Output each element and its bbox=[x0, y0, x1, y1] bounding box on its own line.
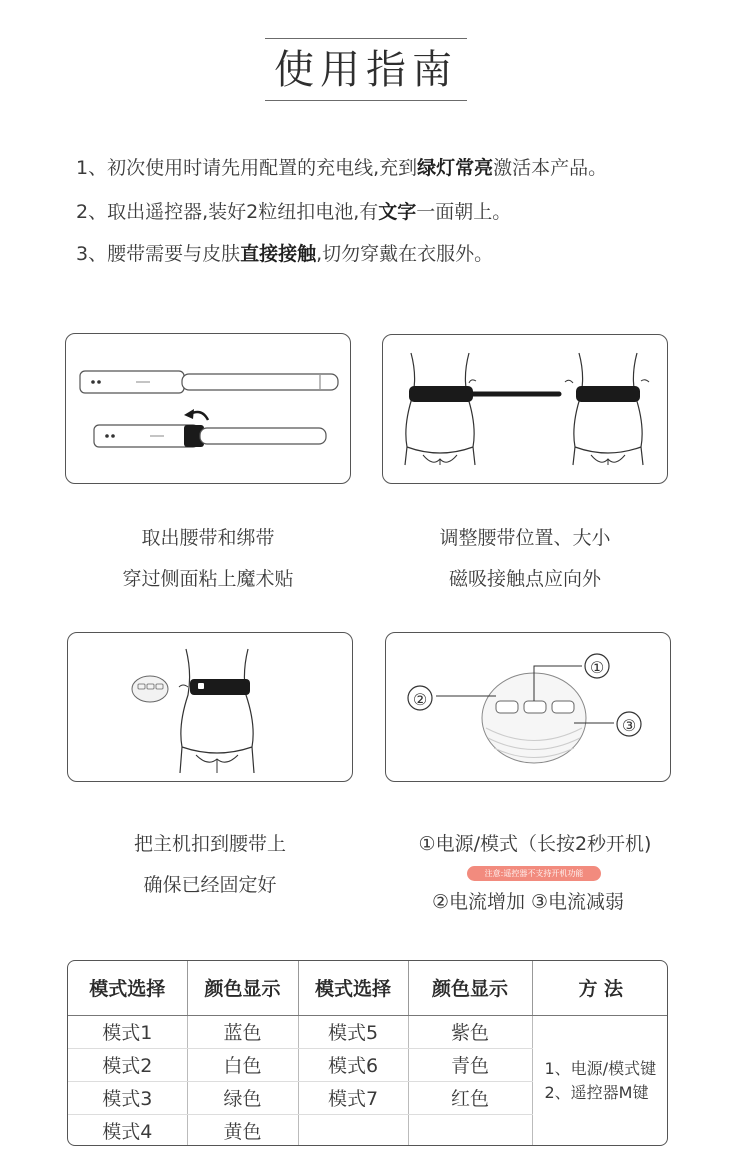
instruction-2-tail: 一面朝上。 bbox=[416, 201, 512, 223]
table-cell bbox=[298, 1114, 408, 1146]
callout-1: ① bbox=[589, 658, 605, 677]
step-1-caption-line-2: 穿过侧面粘上魔术贴 bbox=[122, 568, 294, 590]
step-3-illustration bbox=[67, 632, 353, 782]
callout-2: ② bbox=[412, 690, 428, 709]
table-cell: 模式7 bbox=[298, 1081, 408, 1114]
method-line-2: 2、遥控器M键 bbox=[544, 1083, 649, 1103]
step-2-caption-line-1: 调整腰带位置、大小 bbox=[439, 527, 611, 549]
instruction-3-bold: 直接接触 bbox=[240, 243, 317, 265]
instruction-2-bold: 文字 bbox=[378, 201, 417, 223]
header-color-display-2: 颜色显示 bbox=[408, 961, 532, 1015]
instruction-3 bbox=[76, 242, 493, 266]
step-1-caption-line-1: 取出腰带和绑带 bbox=[141, 527, 275, 549]
instruction-1-bold: 绿灯常亮 bbox=[417, 157, 494, 179]
header-mode-select-1: 模式选择 bbox=[68, 961, 187, 1015]
step-3-caption-line-2: 确保已经固定好 bbox=[143, 874, 277, 896]
instruction-2-text: 2、取出遥控器,装好2粒纽扣电池,有 bbox=[76, 201, 379, 223]
table-cell: 模式3 bbox=[68, 1081, 187, 1114]
step-4-caption-line-2: ②电流增加 ③电流减弱 bbox=[431, 891, 625, 913]
table-cell: 模式1 bbox=[68, 1015, 187, 1048]
table-row bbox=[68, 1015, 668, 1048]
step-3-caption-line-1: 把主机扣到腰带上 bbox=[133, 833, 286, 855]
table-cell: 红色 bbox=[408, 1081, 532, 1114]
table-cell: 模式5 bbox=[298, 1015, 408, 1048]
table-cell: 青色 bbox=[408, 1048, 532, 1081]
table-cell: 模式6 bbox=[298, 1048, 408, 1081]
mode-table bbox=[67, 960, 668, 1146]
header-mode-select-2: 模式选择 bbox=[298, 961, 408, 1015]
title-rule-bottom bbox=[265, 100, 467, 101]
table-cell: 白色 bbox=[187, 1048, 298, 1081]
title-rule-top bbox=[265, 38, 467, 39]
instruction-1 bbox=[76, 156, 607, 180]
torso-belt-drawing bbox=[383, 335, 669, 485]
table-cell: 模式2 bbox=[68, 1048, 187, 1081]
host-on-belt-drawing bbox=[68, 633, 354, 783]
title-block bbox=[265, 38, 467, 101]
table-header-row bbox=[68, 961, 668, 1015]
method-cell bbox=[532, 1015, 668, 1146]
instruction-1-text: 1、初次使用时请先用配置的充电线,充到 bbox=[76, 157, 418, 179]
table-cell: 紫色 bbox=[408, 1015, 532, 1048]
step-2-illustration bbox=[382, 334, 668, 484]
instruction-2 bbox=[76, 200, 511, 224]
table-cell: 模式4 bbox=[68, 1114, 187, 1146]
table-cell: 绿色 bbox=[187, 1081, 298, 1114]
step-4-illustration bbox=[385, 632, 671, 782]
table-cell: 蓝色 bbox=[187, 1015, 298, 1048]
mode-table-grid bbox=[68, 961, 668, 1146]
instruction-3-tail: ,切勿穿戴在衣服外。 bbox=[316, 243, 494, 265]
step-2-caption-line-2: 磁吸接触点应向外 bbox=[448, 568, 601, 590]
header-color-display-1: 颜色显示 bbox=[187, 961, 298, 1015]
remote-drawing bbox=[386, 633, 672, 783]
step-1-illustration bbox=[65, 333, 351, 484]
header-method: 方 法 bbox=[532, 961, 668, 1015]
instruction-1-tail: 激活本产品。 bbox=[493, 157, 608, 179]
remote-note-badge: 注意:遥控器不支持开机功能 bbox=[467, 866, 601, 881]
method-line-1: 1、电源/模式键 bbox=[544, 1059, 657, 1079]
step-4-caption-line-1: ①电源/模式（长按2秒开机) bbox=[418, 833, 652, 855]
callout-3: ③ bbox=[621, 716, 637, 735]
table-cell: 黄色 bbox=[187, 1114, 298, 1146]
page-title: 使用指南 bbox=[274, 47, 458, 93]
belt-strap-drawing bbox=[66, 334, 352, 485]
table-cell bbox=[408, 1114, 532, 1146]
instruction-3-text: 3、腰带需要与皮肤 bbox=[76, 243, 241, 265]
